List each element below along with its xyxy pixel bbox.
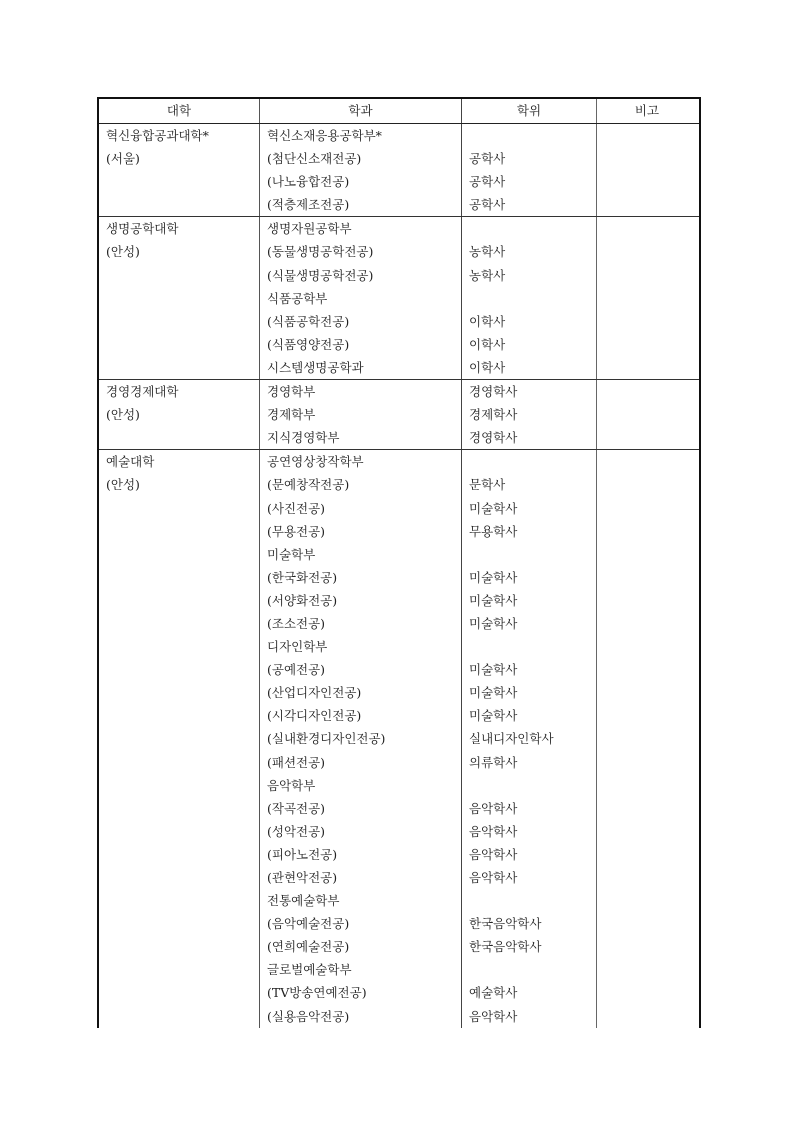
department-cell: (공예전공) <box>260 658 462 681</box>
department-cell: 전통예술학부 <box>260 889 462 912</box>
degree-cell: 경제학사 <box>462 403 597 426</box>
header-department: 학과 <box>260 99 462 123</box>
table-row <box>99 704 699 727</box>
college-cell: 경영경제대학 <box>99 380 260 403</box>
department-cell: 미술학부 <box>260 543 462 566</box>
college-cell <box>99 704 260 727</box>
table-row <box>99 287 699 310</box>
remarks-cell <box>597 403 697 426</box>
degree-cell <box>462 543 597 566</box>
department-cell: (서양화전공) <box>260 589 462 612</box>
table-row <box>99 170 699 193</box>
college-cell <box>99 658 260 681</box>
table-row <box>99 193 699 216</box>
degree-cell <box>462 635 597 658</box>
degree-cell: 공학사 <box>462 147 597 170</box>
remarks-cell <box>597 193 697 216</box>
department-cell: (식품영양전공) <box>260 333 462 356</box>
degree-cell: 이학사 <box>462 333 597 356</box>
department-cell: (무용전공) <box>260 520 462 543</box>
remarks-cell <box>597 912 697 935</box>
table-row <box>99 912 699 935</box>
degree-cell: 공학사 <box>462 193 597 216</box>
department-cell: (적층제조전공) <box>260 193 462 216</box>
remarks-cell <box>597 240 697 263</box>
college-cell <box>99 543 260 566</box>
degree-cell: 실내디자인학사 <box>462 727 597 750</box>
table-row <box>99 612 699 635</box>
remarks-cell <box>597 589 697 612</box>
remarks-cell <box>597 124 697 147</box>
table-row <box>99 380 699 403</box>
department-cell: (음악예술전공) <box>260 912 462 935</box>
department-cell: 생명자원공학부 <box>260 217 462 240</box>
department-cell: 디자인학부 <box>260 635 462 658</box>
college-cell: (안성) <box>99 403 260 426</box>
table-row <box>99 310 699 333</box>
table-row <box>99 356 699 379</box>
table-row <box>99 566 699 589</box>
degree-cell: 음악학사 <box>462 843 597 866</box>
remarks-cell <box>597 635 697 658</box>
table-row <box>99 264 699 287</box>
college-cell <box>99 866 260 889</box>
table-row <box>99 450 699 473</box>
remarks-cell <box>597 958 697 981</box>
department-cell: 혁신소재응용공학부* <box>260 124 462 147</box>
table-row <box>99 333 699 356</box>
remarks-cell <box>597 797 697 820</box>
remarks-cell <box>597 497 697 520</box>
degree-cell <box>462 217 597 240</box>
department-cell: (패션전공) <box>260 751 462 774</box>
remarks-cell <box>597 380 697 403</box>
department-cell: (시각디자인전공) <box>260 704 462 727</box>
department-cell: (실용음악전공) <box>260 1005 462 1028</box>
degree-cell <box>462 958 597 981</box>
table-row <box>99 403 699 426</box>
remarks-cell <box>597 287 697 310</box>
remarks-cell <box>597 473 697 496</box>
degree-cell <box>462 287 597 310</box>
degree-cell: 음악학사 <box>462 797 597 820</box>
college-cell <box>99 727 260 750</box>
college-cell: 생명공학대학 <box>99 217 260 240</box>
table-row <box>99 866 699 889</box>
department-cell: 식품공학부 <box>260 287 462 310</box>
department-cell: 음악학부 <box>260 774 462 797</box>
remarks-cell <box>597 658 697 681</box>
degree-cell: 경영학사 <box>462 380 597 403</box>
remarks-cell <box>597 774 697 797</box>
college-cell <box>99 193 260 216</box>
department-cell: (조소전공) <box>260 612 462 635</box>
college-cell <box>99 264 260 287</box>
department-cell: (실내환경디자인전공) <box>260 727 462 750</box>
degree-cell: 미술학사 <box>462 681 597 704</box>
college-cell <box>99 889 260 912</box>
remarks-cell <box>597 356 697 379</box>
degree-cell: 농학사 <box>462 264 597 287</box>
college-cell: 혁신융합공과대학* <box>99 124 260 147</box>
remarks-cell <box>597 704 697 727</box>
table-row <box>99 935 699 958</box>
table-row <box>99 473 699 496</box>
department-cell: (식품공학전공) <box>260 310 462 333</box>
degree-cell: 미술학사 <box>462 566 597 589</box>
college-cell: (안성) <box>99 240 260 263</box>
college-cell <box>99 774 260 797</box>
department-cell: 시스템생명공학과 <box>260 356 462 379</box>
remarks-cell <box>597 981 697 1004</box>
remarks-cell <box>597 310 697 333</box>
table-row <box>99 681 699 704</box>
college-group <box>99 124 699 217</box>
college-cell: (서울) <box>99 147 260 170</box>
remarks-cell <box>597 889 697 912</box>
degree-cell: 이학사 <box>462 356 597 379</box>
table-row <box>99 520 699 543</box>
degree-cell: 농학사 <box>462 240 597 263</box>
degree-cell <box>462 774 597 797</box>
degree-cell: 이학사 <box>462 310 597 333</box>
department-cell: (관현악전공) <box>260 866 462 889</box>
college-cell <box>99 820 260 843</box>
college-cell: (안성) <box>99 473 260 496</box>
remarks-cell <box>597 820 697 843</box>
department-cell: (피아노전공) <box>260 843 462 866</box>
college-cell <box>99 333 260 356</box>
department-cell: (성악전공) <box>260 820 462 843</box>
degree-cell <box>462 450 597 473</box>
remarks-cell <box>597 264 697 287</box>
table-row <box>99 240 699 263</box>
table-row <box>99 981 699 1004</box>
college-cell <box>99 612 260 635</box>
degree-cell: 음악학사 <box>462 820 597 843</box>
college-cell <box>99 589 260 612</box>
department-cell: (TV방송연예전공) <box>260 981 462 1004</box>
table-row <box>99 124 699 147</box>
remarks-cell <box>597 866 697 889</box>
degree-cell: 문학사 <box>462 473 597 496</box>
degree-cell: 미술학사 <box>462 704 597 727</box>
college-cell <box>99 912 260 935</box>
college-cell <box>99 797 260 820</box>
college-cell <box>99 1005 260 1028</box>
college-cell <box>99 935 260 958</box>
remarks-cell <box>597 333 697 356</box>
department-cell: (첨단신소재전공) <box>260 147 462 170</box>
table-row <box>99 543 699 566</box>
department-cell: 경영학부 <box>260 380 462 403</box>
header-degree: 학위 <box>462 99 597 123</box>
department-cell: 글로벌예술학부 <box>260 958 462 981</box>
table-row <box>99 426 699 449</box>
degree-cell: 경영학사 <box>462 426 597 449</box>
table-row <box>99 843 699 866</box>
table-row <box>99 751 699 774</box>
department-cell: (한국화전공) <box>260 566 462 589</box>
table-row <box>99 658 699 681</box>
college-cell <box>99 356 260 379</box>
remarks-cell <box>597 935 697 958</box>
college-cell <box>99 681 260 704</box>
remarks-cell <box>597 1005 697 1028</box>
department-cell: 경제학부 <box>260 403 462 426</box>
department-cell: (동물생명공학전공) <box>260 240 462 263</box>
table-row <box>99 497 699 520</box>
college-cell <box>99 520 260 543</box>
college-cell <box>99 566 260 589</box>
department-cell: (연희예술전공) <box>260 935 462 958</box>
remarks-cell <box>597 681 697 704</box>
table-row <box>99 797 699 820</box>
remarks-cell <box>597 566 697 589</box>
degree-cell: 한국음악학사 <box>462 935 597 958</box>
remarks-cell <box>597 843 697 866</box>
college-cell <box>99 635 260 658</box>
remarks-cell <box>597 426 697 449</box>
department-cell: (사진전공) <box>260 497 462 520</box>
remarks-cell <box>597 543 697 566</box>
college-cell <box>99 426 260 449</box>
department-cell: 지식경영학부 <box>260 426 462 449</box>
college-degree-table <box>97 97 701 1028</box>
degree-cell: 음악학사 <box>462 866 597 889</box>
department-cell: (문예창작전공) <box>260 473 462 496</box>
table-row <box>99 958 699 981</box>
college-cell <box>99 751 260 774</box>
degree-cell: 예술학사 <box>462 981 597 1004</box>
remarks-cell <box>597 751 697 774</box>
college-cell <box>99 981 260 1004</box>
table-row <box>99 217 699 240</box>
college-cell: 예술대학 <box>99 450 260 473</box>
degree-cell: 미술학사 <box>462 612 597 635</box>
department-cell: (작곡전공) <box>260 797 462 820</box>
degree-cell: 무용학사 <box>462 520 597 543</box>
table-row <box>99 889 699 912</box>
degree-cell: 미술학사 <box>462 658 597 681</box>
degree-cell: 의류학사 <box>462 751 597 774</box>
table-body <box>99 124 699 1028</box>
remarks-cell <box>597 450 697 473</box>
college-cell <box>99 170 260 193</box>
table-row <box>99 820 699 843</box>
table-row <box>99 1005 699 1028</box>
remarks-cell <box>597 147 697 170</box>
department-cell: (나노융합전공) <box>260 170 462 193</box>
remarks-cell <box>597 217 697 240</box>
header-remarks: 비고 <box>634 103 660 118</box>
degree-cell: 미술학사 <box>462 589 597 612</box>
department-cell: (식물생명공학전공) <box>260 264 462 287</box>
college-cell <box>99 497 260 520</box>
department-cell: (산업디자인전공) <box>260 681 462 704</box>
table-header-row <box>99 99 699 124</box>
table-row <box>99 774 699 797</box>
college-group <box>99 450 699 1027</box>
header-college: 대학 <box>99 99 260 123</box>
college-group <box>99 217 699 380</box>
college-cell <box>99 843 260 866</box>
college-cell <box>99 958 260 981</box>
degree-cell <box>462 124 597 147</box>
degree-cell: 미술학사 <box>462 497 597 520</box>
table-row <box>99 635 699 658</box>
degree-cell: 한국음악학사 <box>462 912 597 935</box>
remarks-cell <box>597 612 697 635</box>
college-cell <box>99 310 260 333</box>
college-cell <box>99 287 260 310</box>
department-cell: 공연영상창작학부 <box>260 450 462 473</box>
remarks-cell <box>597 520 697 543</box>
degree-cell: 음악학사 <box>462 1005 597 1028</box>
degree-cell: 공학사 <box>462 170 597 193</box>
remarks-cell <box>597 727 697 750</box>
degree-cell <box>462 889 597 912</box>
table-row <box>99 147 699 170</box>
college-group <box>99 380 699 450</box>
remarks-cell <box>597 170 697 193</box>
table-row <box>99 589 699 612</box>
table-row <box>99 727 699 750</box>
